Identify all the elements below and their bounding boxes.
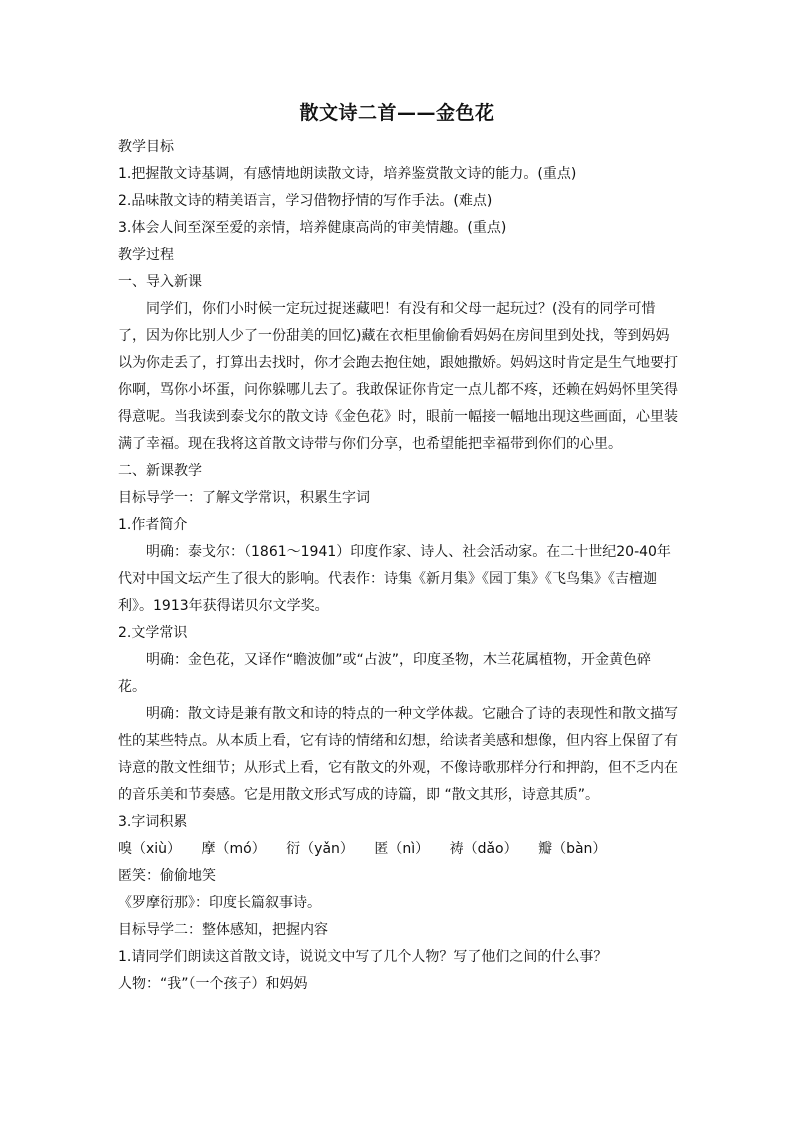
goal-guide-2-heading: 目标导学二：整体感知，把握内容 [118, 922, 328, 938]
document-title: 散文诗二首——金色花 [299, 102, 495, 124]
goal-item: 1.把握散文诗基调，有感情地朗读散文诗，培养鉴赏散文诗的能力。(重点) [118, 166, 577, 182]
section-heading-intro: 一、导入新课 [118, 274, 202, 290]
vocabulary-item: 匿（nì） [374, 841, 430, 857]
author-paragraph: 明确：泰戈尔：（1861～1941）印度作家、诗人、社会活动家。在二十世纪20-40年代对中国文坛产生了很大的影响。代表作：诗集《新月集》《园丁集》《飞鸟集》《吉檀迦利》。1913年获得诺贝尔文学奖。 [118, 544, 671, 614]
vocabulary-list [118, 836, 678, 863]
goal-guide-1-heading: 目标导学一：了解文学常识，积累生字词 [118, 490, 370, 506]
goal-item: 2.品味散文诗的精美语言，学习借物抒情的写作手法。(难点) [118, 193, 493, 209]
intro-paragraph: 同学们，你们小时候一定玩过捉迷藏吧！有没有和父母一起玩过？(没有的同学可惜了，因为你比别人少了一份甜美的回忆)藏在衣柜里偷偷看妈妈在房间里到处找，等到妈妈以为你走丢了，打算出去找时，你才会跑去抱住她，跟她撒娇。妈妈这时肯定是生气地要打你啊，骂你小坏蛋，问你躲哪儿去了。我敢保证你肯定一点儿都不疼，还赖在妈妈怀里笑得得意呢。当我读到泰戈尔的散文诗《金色花》时，眼前一幅接一幅地出现这些画面，心里装满了幸福。现在我将这首散文诗带与你们分享，也希望能把幸福带到你们的心里。 [118, 301, 678, 452]
vocabulary-item: 摩（mó） [201, 841, 266, 857]
vocabulary-note: 匿笑：偷偷地笑 [118, 868, 216, 884]
section-heading-new-lesson: 二、新课教学 [118, 463, 202, 479]
vocabulary-item: 衍（yǎn） [286, 841, 354, 857]
vocabulary-note: 《罗摩衍那》：印度长篇叙事诗。 [118, 895, 321, 911]
author-heading: 1.作者简介 [118, 517, 188, 533]
goals-heading: 教学目标 [118, 139, 174, 155]
goal-item: 3.体会人间至深至爱的亲情，培养健康高尚的审美情趣。(重点) [118, 220, 507, 236]
literary-knowledge-heading: 2.文学常识 [118, 625, 188, 641]
golden-flower-paragraph: 明确：金色花，又译作“瞻波伽”或“占波”，印度圣物，木兰花属植物，开金黄色碎花。 [118, 652, 652, 695]
vocabulary-item: 嗅（xiù） [118, 841, 182, 857]
vocabulary-item: 瓣（bàn） [538, 841, 607, 857]
document-body [118, 134, 678, 998]
vocabulary-heading: 3.字词积累 [118, 814, 188, 830]
prose-poem-paragraph: 明确：散文诗是兼有散文和诗的特点的一种文学体裁。它融合了诗的表现性和散文描写性的某些特点。从本质上看，它有诗的情绪和幻想，给读者美感和想像，但内容上保留了有诗意的散文性细节；从形式上看，它有散文的外观，不像诗歌那样分行和押韵，但不乏内在的音乐美和节奏感。它是用散文形式写成的诗篇，即 “散文其形，诗意其质”。 [118, 706, 678, 803]
process-heading: 教学过程 [118, 247, 174, 263]
vocabulary-item: 祷（dǎo） [449, 841, 518, 857]
answer: 人物：“我”（一个孩子）和妈妈 [118, 976, 308, 992]
question: 1.请同学们朗读这首散文诗，说说文中写了几个人物？写了他们之间的什么事？ [118, 949, 608, 965]
